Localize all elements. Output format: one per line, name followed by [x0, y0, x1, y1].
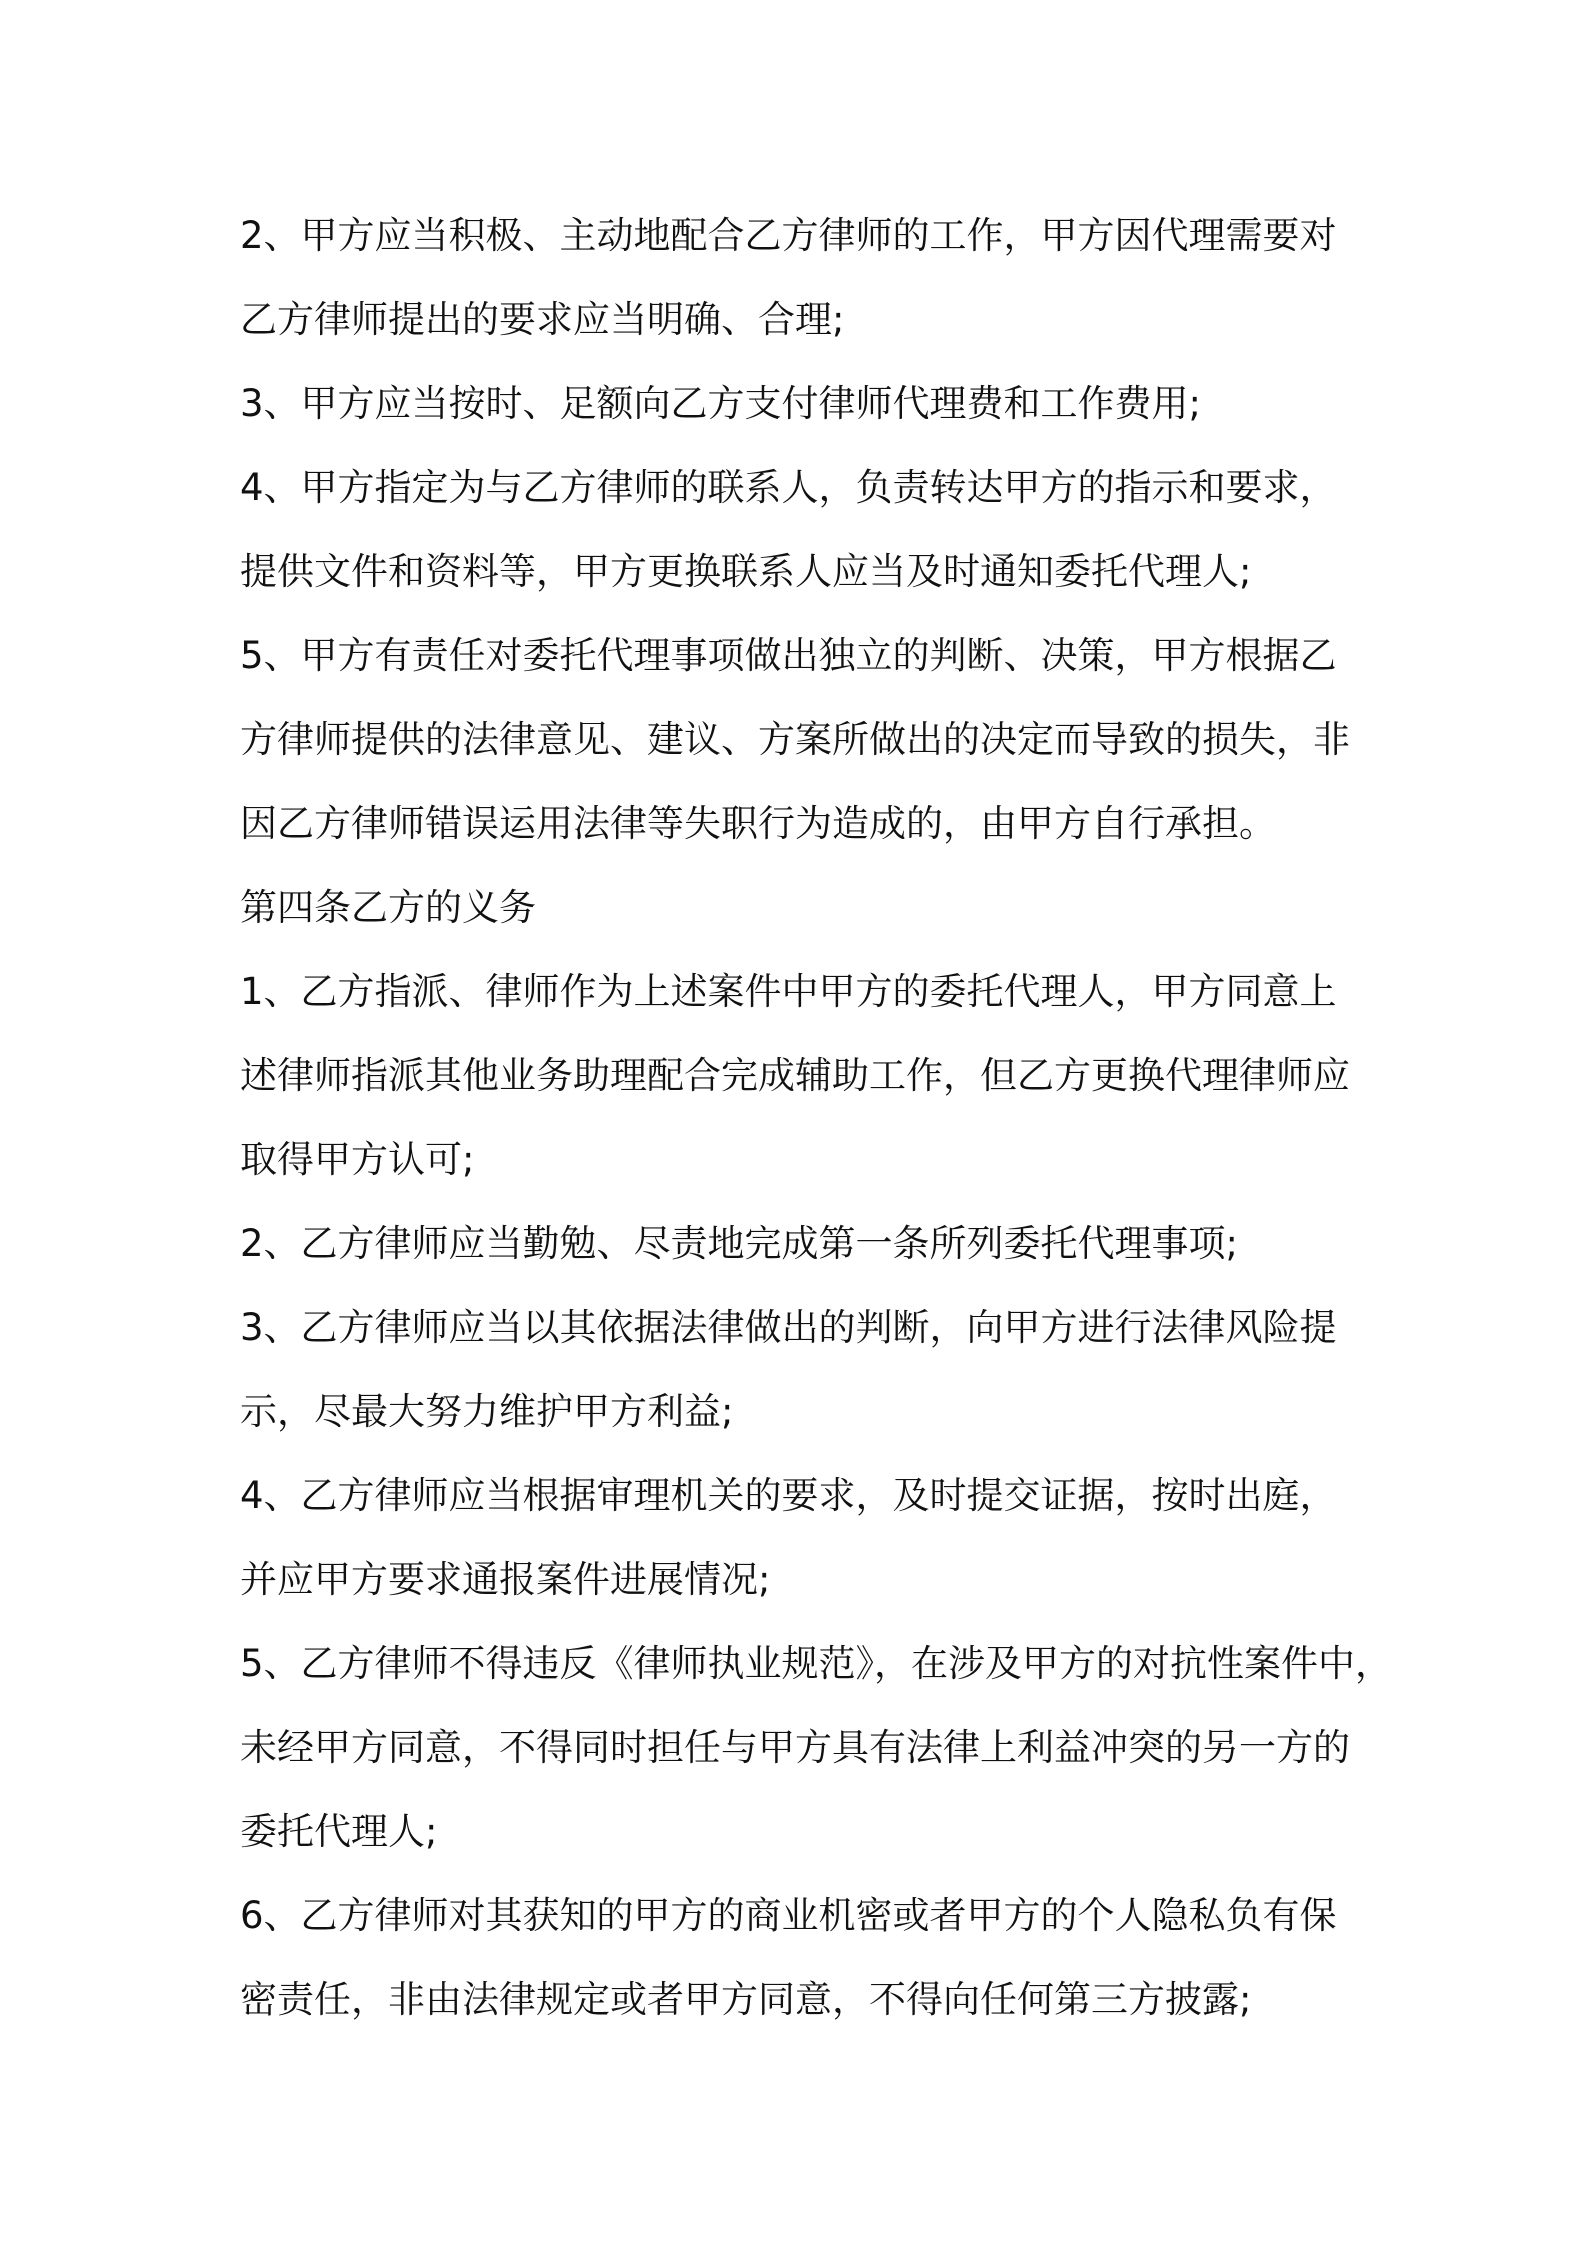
text-line: 3、甲方应当按时、足额向乙方支付律师代理费和工作费用;: [240, 382, 1202, 425]
text-line: 2、甲方应当积极、主动地配合乙方律师的工作，甲方因代理需要对: [240, 214, 1337, 257]
text-line: 方律师提供的法律意见、建议、方案所做出的决定而导致的损失，非: [240, 718, 1350, 761]
text-line: 2、乙方律师应当勤勉、尽责地完成第一条所列委托代理事项;: [240, 1222, 1239, 1265]
text-line: 6、乙方律师对其获知的甲方的商业机密或者甲方的个人隐私负有保: [240, 1894, 1337, 1937]
text-line: 乙方律师提出的要求应当明确、合理;: [240, 298, 845, 341]
text-line: 取得甲方认可;: [240, 1138, 475, 1181]
text-line: 委托代理人;: [240, 1810, 438, 1853]
text-line: 3、乙方律师应当以其依据法律做出的判断，向甲方进行法律风险提: [240, 1306, 1337, 1349]
section-heading: 第四条乙方的义务: [240, 886, 536, 929]
document-body: [240, 194, 1393, 2042]
text-line: 述律师指派其他业务助理配合完成辅助工作，但乙方更换代理律师应: [240, 1054, 1350, 1097]
text-line: 并应甲方要求通报案件进展情况;: [240, 1558, 771, 1601]
text-line: 4、甲方指定为与乙方律师的联系人，负责转达甲方的指示和要求，: [240, 466, 1337, 509]
text-line: 示，尽最大努力维护甲方利益;: [240, 1390, 734, 1433]
text-line: 5、甲方有责任对委托代理事项做出独立的判断、决策，甲方根据乙: [240, 634, 1337, 677]
text-line: 提供文件和资料等，甲方更换联系人应当及时通知委托代理人;: [240, 550, 1252, 593]
text-line: 未经甲方同意，不得同时担任与甲方具有法律上利益冲突的另一方的: [240, 1726, 1350, 1769]
text-line: 4、乙方律师应当根据审理机关的要求，及时提交证据，按时出庭，: [240, 1474, 1337, 1517]
text-line: 密责任，非由法律规定或者甲方同意，不得向任何第三方披露;: [240, 1978, 1252, 2021]
text-line: 因乙方律师错误运用法律等失职行为造成的，由甲方自行承担。: [240, 802, 1276, 845]
text-line: 1、乙方指派、律师作为上述案件中甲方的委托代理人，甲方同意上: [240, 970, 1337, 1013]
text-line: 5、乙方律师不得违反《律师执业规范》，在涉及甲方的对抗性案件中，: [240, 1642, 1393, 1685]
